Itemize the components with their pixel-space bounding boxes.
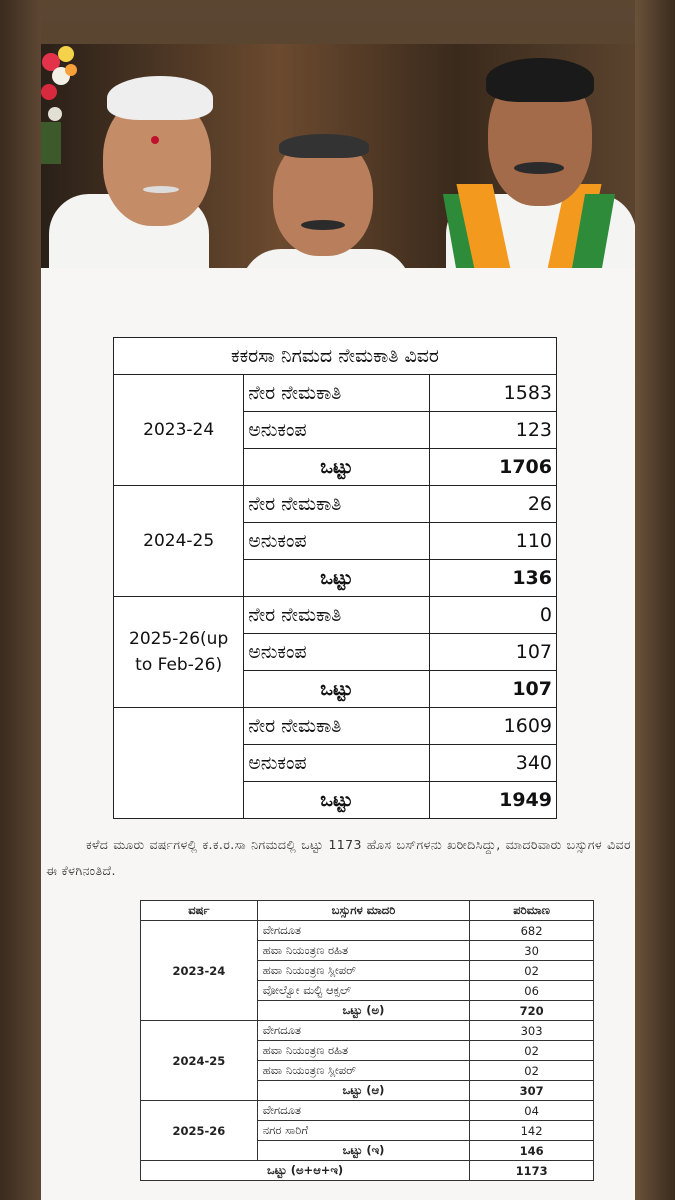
year-cell: 2023-24: [114, 375, 244, 486]
direct-recruitment-value: 1583: [429, 375, 556, 412]
table-row: [114, 708, 557, 745]
quantity-cell: 30: [470, 941, 594, 961]
recruitment-table: [113, 337, 557, 819]
table-row: [114, 375, 557, 412]
left-frame-edge: [0, 0, 41, 1200]
model-cell: ವೋಲ್ವೋ ಮಲ್ಟಿ ಆಕ್ಸಲ್: [257, 981, 469, 1001]
recruitment-table-title: ಕಕರಸಾ ನಿಗಮದ ನೇಮಕಾತಿ ವಿವರ: [114, 338, 557, 375]
table-row: [114, 486, 557, 523]
compassionate-label: ಅನುಕಂಪ: [244, 412, 429, 449]
compassionate-value: 123: [429, 412, 556, 449]
year-cell: [114, 708, 244, 819]
compassionate-value: 340: [429, 745, 556, 782]
model-cell: ಹವಾ ನಿಯಂತ್ರಣ ರಹಿತ: [257, 941, 469, 961]
total-value: 136: [429, 560, 556, 597]
bus-model-table: [140, 900, 594, 1181]
model-cell: ಹವಾ ನಿಯಂತ್ರಣ ರಹಿತ: [257, 1041, 469, 1061]
compassionate-value: 107: [429, 634, 556, 671]
subtotal-value: 720: [470, 1001, 594, 1021]
table-row: [114, 597, 557, 634]
table-header-row: [141, 901, 594, 921]
compassionate-label: ಅನುಕಂಪ: [244, 634, 429, 671]
year-cell: 2024-25: [141, 1021, 258, 1101]
quantity-cell: 02: [470, 1061, 594, 1081]
person-left: [41, 44, 221, 268]
quantity-cell: 303: [470, 1021, 594, 1041]
direct-recruitment-value: 26: [429, 486, 556, 523]
person-center: [231, 44, 421, 268]
grand-total-label: ಒಟ್ಟು (ಅ+ಆ+ಇ): [141, 1161, 470, 1181]
total-value: 1706: [429, 449, 556, 486]
quantity-cell: 06: [470, 981, 594, 1001]
bus-purchase-paragraph: ಕಳೆದ ಮೂರು ವರ್ಷಗಳಲ್ಲಿ ಕ.ಕ.ರ.ಸಾ ನಿಗಮದಲ್ಲಿ ಒಟ್ಟು 1173 ಹೊಸ ಬಸ್‌ಗಳನು ಖರೀದಿಸಿದ್ದು, ಮಾದರಿವಾರು ಬಸ್ಸುಗಳ ವಿವರ ಈ ಕೆಳಗಿನಂತಿದೆ.: [46, 837, 631, 878]
model-cell: ವೇಗದೂತ: [257, 1101, 469, 1121]
person-right: [436, 44, 635, 268]
model-cell: ನಗರ ಸಾರಿಗೆ: [257, 1121, 469, 1141]
right-frame-edge: [635, 0, 675, 1200]
subtotal-value: 307: [470, 1081, 594, 1101]
subtotal-label: ಒಟ್ಟು (ಆ): [257, 1081, 469, 1101]
quantity-cell: 142: [470, 1121, 594, 1141]
table-row: [141, 921, 594, 941]
compassionate-value: 110: [429, 523, 556, 560]
grand-total-value: 1173: [470, 1161, 594, 1181]
year-cell: 2025-26(up to Feb-26): [114, 597, 244, 708]
total-label: ಒಟ್ಟು: [244, 560, 429, 597]
year-cell: 2025-26: [141, 1101, 258, 1161]
compassionate-label: ಅನುಕಂಪ: [244, 745, 429, 782]
quantity-cell: 02: [470, 1041, 594, 1061]
direct-recruitment-label: ನೇರ ನೇಮಕಾತಿ: [244, 597, 429, 634]
total-label: ಒಟ್ಟು: [244, 782, 429, 819]
direct-recruitment-value: 1609: [429, 708, 556, 745]
subtotal-label: ಒಟ್ಟು (ಇ): [257, 1141, 469, 1161]
total-label: ಒಟ್ಟು: [244, 449, 429, 486]
direct-recruitment-label: ನೇರ ನೇಮಕಾತಿ: [244, 486, 429, 523]
total-value: 1949: [429, 782, 556, 819]
model-cell: ಹವಾ ನಿಯಂತ್ರಣ ಸ್ಲೀಪರ್: [257, 1061, 469, 1081]
compassionate-label: ಅನುಕಂಪ: [244, 523, 429, 560]
direct-recruitment-label: ನೇರ ನೇಮಕಾತಿ: [244, 708, 429, 745]
grand-total-row: [141, 1161, 594, 1181]
year-cell: 2023-24: [141, 921, 258, 1021]
table-row: [141, 1101, 594, 1121]
total-value: 107: [429, 671, 556, 708]
model-cell: ವೇಗದೂತ: [257, 921, 469, 941]
direct-recruitment-label: ನೇರ ನೇಮಕಾತಿ: [244, 375, 429, 412]
leaders-photo: [41, 44, 635, 268]
subtotal-label: ಒಟ್ಟು (ಅ): [257, 1001, 469, 1021]
year-cell: 2024-25: [114, 486, 244, 597]
quantity-cell: 02: [470, 961, 594, 981]
model-cell: ಹವಾ ನಿಯಂತ್ರಣ ಸ್ಲೀಪರ್: [257, 961, 469, 981]
header-year: ವರ್ಷ: [141, 901, 258, 921]
header-quantity: ಪರಿಮಾಣ: [470, 901, 594, 921]
subtotal-value: 146: [470, 1141, 594, 1161]
table-row: [141, 1021, 594, 1041]
model-cell: ವೇಗದೂತ: [257, 1021, 469, 1041]
header-model: ಬಸ್ಸುಗಳ ಮಾದರಿ: [257, 901, 469, 921]
quantity-cell: 682: [470, 921, 594, 941]
quantity-cell: 04: [470, 1101, 594, 1121]
direct-recruitment-value: 0: [429, 597, 556, 634]
total-label: ಒಟ್ಟು: [244, 671, 429, 708]
